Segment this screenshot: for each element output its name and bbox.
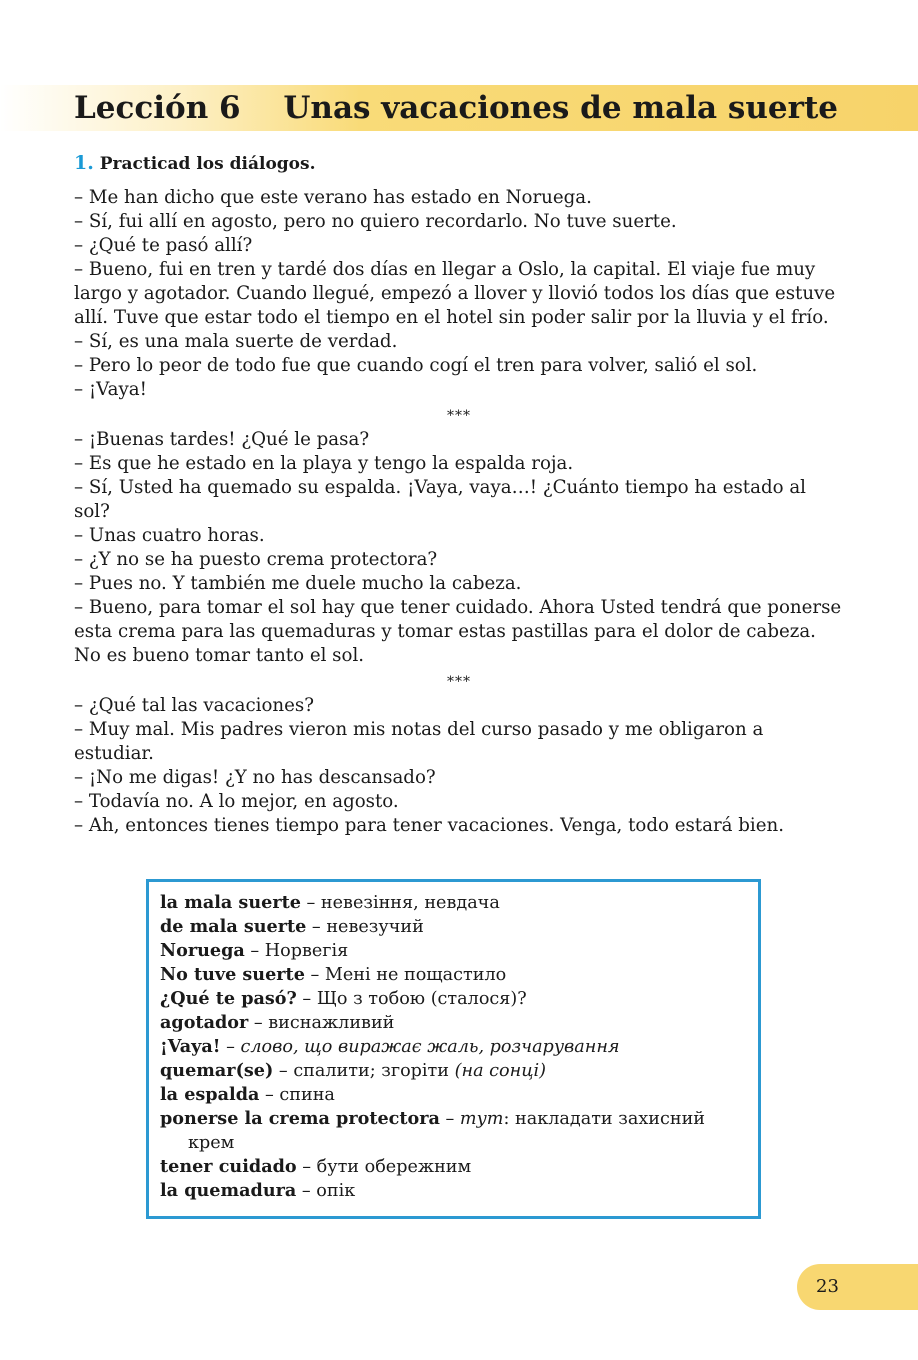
vocab-term: tener cuidado (160, 1156, 297, 1177)
vocab-translation: невезіння, невдача (320, 893, 500, 913)
vocab-entry: de mala suerte – невезучий (160, 916, 424, 937)
vocab-translation: спалити; згоріти (293, 1061, 455, 1081)
dialogue-line: – Sí, es una mala suerte de verdad. (74, 331, 398, 352)
vocab-usage-note: тут (459, 1109, 504, 1129)
vocab-entry: No tuve suerte – Мені не пощастило (160, 964, 507, 985)
dialogue-line: – ¡No me digas! ¿Y no has descansado? (74, 767, 436, 788)
vocab-term: Noruega (160, 940, 245, 961)
vocab-term: agotador (160, 1012, 249, 1033)
vocab-term: No tuve suerte (160, 964, 305, 985)
vocab-term: la espalda (160, 1084, 260, 1105)
vocab-translation: Мені не пощастило (324, 965, 507, 985)
dialogue-line: – ¿Y no se ha puesto crema protectora? (74, 549, 438, 570)
dialogue-line: – ¿Qué tal las vacaciones? (74, 695, 314, 716)
vocab-term: ¡Vaya! (160, 1036, 221, 1057)
vocab-term: la mala suerte (160, 892, 301, 913)
vocab-entry: tener cuidado – бути обережним (160, 1156, 472, 1177)
dialogue-3 (74, 694, 844, 838)
vocab-term: la quemadura (160, 1180, 297, 1201)
dialogue-line: – Ah, entonces tienes tiempo para tener vacaciones. Venga, todo estará bien. (74, 815, 784, 836)
vocab-entry: la quemadura – опік (160, 1180, 356, 1201)
dialogue-2 (74, 428, 844, 668)
vocab-entry: agotador – виснажливий (160, 1012, 395, 1033)
vocab-translation-note: (на сонці) (454, 1061, 546, 1081)
dialogue-line: – Pero lo peor de todo fue que cuando cogí el tren para volver, salió el sol. (74, 355, 758, 376)
vocab-translation: : накладати захисний крем (188, 1109, 706, 1153)
dialogue-line: – Unas cuatro horas. (74, 525, 265, 546)
vocab-entry: la espalda – спина (160, 1084, 335, 1105)
vocab-entry: la mala suerte – невезіння, невдача (160, 892, 500, 913)
vocab-entry: ¿Qué te pasó? – Що з тобою (сталося)? (160, 988, 527, 1009)
dialogue-line: – Sí, fui allí en agosto, pero no quiero recordarlo. No tuve suerte. (74, 211, 677, 232)
vocab-translation: Норвегія (264, 941, 349, 961)
vocab-translation: Що з тобою (сталося)? (316, 989, 527, 1009)
vocab-term: quemar(se) (160, 1060, 274, 1081)
dialogue-line: – Muy mal. Mis padres vieron mis notas del curso pasado y me obligaron a estudiar. (74, 719, 764, 764)
dialogue-line: – Bueno, fui en tren y tardé dos días en llegar a Oslo, la capital. El viaje fue muy largo y agotador. Cuando llegué, empezó a llover y llovió todos los días que estuve allí. Tuve que estar todo el tiempo en el hotel sin poder salir por la lluvia y el frío. (74, 259, 836, 328)
vocab-translation: спина (279, 1085, 335, 1105)
page-number: 23 (797, 1264, 918, 1310)
vocab-entry: Noruega – Норвегія (160, 940, 349, 961)
vocab-translation: виснажливий (268, 1013, 395, 1033)
dialogue-line: – Pues no. Y también me duele mucho la cabeza. (74, 573, 522, 594)
dialogue-separator: *** (447, 408, 471, 424)
vocab-term: ponerse la crema protectora (160, 1108, 440, 1129)
dialogue-line: – Bueno, para tomar el sol hay que tener cuidado. Ahora Usted tendrá que ponerse esta crema para las quemaduras y tomar estas pastillas para el dolor de cabeza. No es bueno tomar tanto el sol. (74, 597, 842, 666)
dialogue-line: – ¡Vaya! (74, 379, 147, 400)
exercise-number: 1. (74, 152, 94, 174)
exercise-heading (74, 150, 316, 177)
vocabulary-box (146, 879, 761, 1219)
dialogue-1 (74, 186, 844, 402)
dialogue-separator: *** (447, 674, 471, 690)
dialogue-line: – Es que he estado en la playa y tengo la espalda roja. (74, 453, 574, 474)
vocab-translation: бути обережним (316, 1157, 472, 1177)
dialogue-line: – Me han dicho que este verano has estado en Noruega. (74, 187, 592, 208)
dialogue-line: – ¡Buenas tardes! ¿Qué le pasa? (74, 429, 370, 450)
lesson-title: Unas vacaciones de mala suerte (283, 90, 838, 126)
vocab-translation: невезучий (326, 917, 424, 937)
exercise-instruction: Practicad los diálogos. (99, 154, 316, 174)
vocab-entry: quemar(se) – спалити; згоріти (на сонці) (160, 1060, 546, 1081)
vocab-translation: опік (316, 1181, 356, 1201)
vocab-term: de mala suerte (160, 916, 307, 937)
dialogue-line: – ¿Qué te pasó allí? (74, 235, 253, 256)
dialogue-line: – Todavía no. A lo mejor, en agosto. (74, 791, 399, 812)
vocab-entry: ponerse la crema protectora – тут: накладати захисний крем (160, 1108, 706, 1153)
vocab-entry: ¡Vaya! – слово, що виражає жаль, розчарування (160, 1036, 620, 1057)
dialogue-section (74, 186, 844, 838)
lesson-number: Lección 6 (74, 90, 241, 126)
vocab-term: ¿Qué te pasó? (160, 988, 297, 1009)
vocab-translation: слово, що виражає жаль, розчарування (240, 1037, 620, 1057)
dialogue-line: – Sí, Usted ha quemado su espalda. ¡Vaya, vaya…! ¿Cuánto tiempo ha estado al sol? (74, 477, 806, 522)
